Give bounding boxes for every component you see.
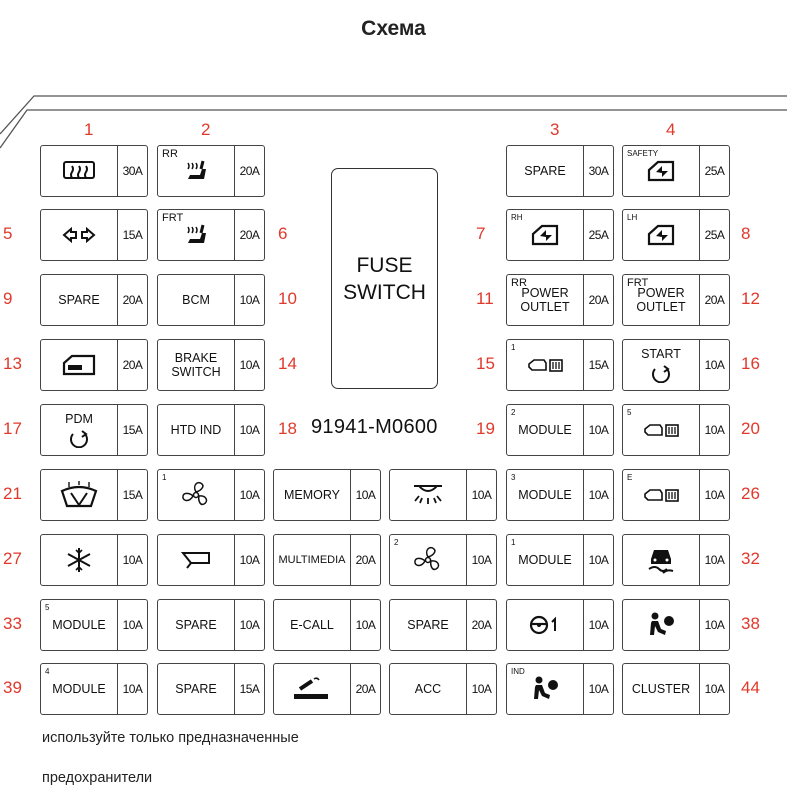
fuse-superscript: 3 bbox=[511, 473, 516, 482]
fuse-label: BCM bbox=[182, 293, 210, 307]
engine-control-icon bbox=[526, 356, 564, 374]
fuse-amperage: 10A bbox=[355, 488, 376, 502]
power-window-icon bbox=[530, 224, 560, 246]
fuse-label: CLUSTER bbox=[631, 682, 691, 696]
fuse-switch[interactable] bbox=[331, 168, 438, 389]
fuse-body bbox=[41, 664, 117, 714]
fuse-slot[interactable] bbox=[389, 534, 497, 586]
fuse-slot[interactable] bbox=[622, 469, 730, 521]
fuse-number: 15 bbox=[476, 354, 495, 373]
fuse-switch-label-2: SWITCH bbox=[343, 280, 426, 304]
power-window-icon bbox=[646, 160, 676, 182]
fuse-superscript: 1 bbox=[162, 473, 167, 482]
fuse-amperage: 30A bbox=[588, 164, 609, 178]
fuse-label: MEMORY bbox=[283, 488, 341, 502]
rear-defroster-icon bbox=[62, 159, 96, 183]
fuse-superscript: RR bbox=[162, 148, 178, 160]
fuse-slot[interactable] bbox=[157, 404, 265, 456]
fuse-body bbox=[623, 275, 699, 325]
fuse-slot[interactable] bbox=[40, 339, 148, 391]
part-number: 91941-M0600 bbox=[311, 416, 438, 438]
fuse-number: 6 bbox=[278, 224, 288, 243]
fuse-number: 27 bbox=[3, 549, 22, 568]
fuse-body bbox=[41, 210, 117, 260]
fuse-body bbox=[390, 470, 466, 520]
fuse-amperage: 25A bbox=[704, 164, 725, 178]
fuse-body bbox=[158, 405, 234, 455]
fuse-body bbox=[41, 600, 117, 650]
fuse-body bbox=[623, 470, 699, 520]
fuse-label: MULTIMEDIA bbox=[278, 554, 346, 566]
fuse-slot[interactable] bbox=[157, 209, 265, 261]
fuse-slot[interactable] bbox=[40, 145, 148, 197]
fuse-body bbox=[158, 275, 234, 325]
fuse-slot[interactable] bbox=[40, 599, 148, 651]
fuse-amperage: 10A bbox=[239, 553, 260, 567]
fuse-body bbox=[390, 535, 466, 585]
fuse-slot[interactable] bbox=[40, 274, 148, 326]
fuse-amperage: 20A bbox=[355, 553, 376, 567]
fuse-number: 1 bbox=[84, 120, 94, 139]
fuse-body bbox=[623, 210, 699, 260]
fuse-body bbox=[507, 146, 583, 196]
fuse-slot[interactable] bbox=[622, 339, 730, 391]
seat-heater-icon bbox=[182, 159, 210, 183]
fuse-superscript: 5 bbox=[45, 603, 50, 612]
fuse-slot[interactable] bbox=[157, 339, 265, 391]
note-line-2: предохранители bbox=[42, 770, 153, 786]
fuse-superscript: FRT bbox=[162, 212, 184, 224]
fuse-amperage: 10A bbox=[588, 682, 609, 696]
fuse-label: PDM bbox=[65, 412, 93, 426]
fuse-amperage: 15A bbox=[122, 228, 143, 242]
fuse-slot[interactable] bbox=[506, 663, 614, 715]
fuse-body bbox=[158, 210, 234, 260]
fuse-body bbox=[390, 600, 466, 650]
fuse-amperage: 10A bbox=[588, 423, 609, 437]
fuse-amperage: 10A bbox=[122, 682, 143, 696]
fuse-amperage: 20A bbox=[122, 293, 143, 307]
fuse-slot[interactable] bbox=[506, 599, 614, 651]
fuse-body bbox=[507, 600, 583, 650]
fuse-slot[interactable] bbox=[273, 599, 381, 651]
fuse-label: MODULE bbox=[52, 618, 106, 632]
fuse-slot[interactable] bbox=[506, 404, 614, 456]
fuse-amperage: 10A bbox=[704, 488, 725, 502]
fuse-slot[interactable] bbox=[506, 469, 614, 521]
fuse-label: ACC bbox=[414, 682, 442, 696]
fuse-number: 11 bbox=[476, 289, 494, 308]
fuse-superscript: FRT bbox=[627, 277, 649, 289]
fuse-label: MODULE bbox=[518, 423, 572, 437]
fuse-superscript: 5 bbox=[627, 408, 632, 417]
fuse-slot[interactable] bbox=[389, 599, 497, 651]
fuse-switch-label-1: FUSE bbox=[356, 253, 413, 277]
fuse-amperage: 10A bbox=[588, 488, 609, 502]
fuse-superscript: RH bbox=[511, 213, 523, 222]
page-title: Схема bbox=[361, 17, 426, 40]
fuse-body bbox=[41, 275, 117, 325]
fuse-amperage: 15A bbox=[239, 682, 260, 696]
fuse-body bbox=[623, 340, 699, 390]
fuse-body bbox=[623, 146, 699, 196]
fuse-label: SPARE bbox=[175, 618, 217, 632]
fuse-body bbox=[623, 405, 699, 455]
fuse-body bbox=[158, 340, 234, 390]
interior-lamp-icon bbox=[408, 482, 448, 508]
fuse-slot[interactable] bbox=[157, 534, 265, 586]
fuse-superscript: E bbox=[627, 473, 633, 482]
fuse-label: SPARE bbox=[58, 293, 100, 307]
fuse-number: 38 bbox=[741, 614, 760, 633]
fuse-amperage: 20A bbox=[471, 618, 492, 632]
engine-control-icon bbox=[642, 421, 680, 439]
start-icon bbox=[65, 428, 93, 448]
fuse-amperage: 10A bbox=[588, 553, 609, 567]
fuse-label: SPARE bbox=[524, 164, 566, 178]
fuse-body bbox=[274, 664, 350, 714]
stability-control-icon bbox=[645, 545, 677, 575]
note-line-1: используйте только предназначенные bbox=[42, 730, 299, 746]
fuse-label: POWER OUTLET bbox=[636, 286, 686, 314]
fuse-slot[interactable] bbox=[157, 663, 265, 715]
fuse-number: 4 bbox=[666, 120, 676, 139]
fuse-amperage: 10A bbox=[471, 488, 492, 502]
fuse-body bbox=[507, 535, 583, 585]
fuse-superscript: 1 bbox=[511, 538, 516, 547]
fuse-number: 21 bbox=[3, 484, 22, 503]
fuse-slot[interactable] bbox=[40, 534, 148, 586]
fuse-amperage: 10A bbox=[239, 423, 260, 437]
fuse-body bbox=[507, 275, 583, 325]
fuse-amperage: 15A bbox=[588, 358, 609, 372]
fuse-superscript: 2 bbox=[511, 408, 516, 417]
airbag-icon bbox=[646, 611, 676, 639]
fuse-body bbox=[507, 664, 583, 714]
fuse-slot[interactable] bbox=[40, 209, 148, 261]
fuse-body bbox=[158, 535, 234, 585]
fuse-amperage: 10A bbox=[704, 358, 725, 372]
fuse-number: 33 bbox=[3, 614, 22, 633]
fuse-superscript: SAFETY bbox=[627, 149, 659, 158]
fuse-slot[interactable] bbox=[506, 209, 614, 261]
fuse-amperage: 10A bbox=[471, 553, 492, 567]
fuse-slot[interactable] bbox=[157, 469, 265, 521]
fuse-amperage: 15A bbox=[122, 488, 143, 502]
fuse-slot[interactable] bbox=[40, 663, 148, 715]
fuse-slot[interactable] bbox=[273, 469, 381, 521]
fuse-superscript: 2 bbox=[394, 538, 399, 547]
fuse-slot[interactable] bbox=[622, 534, 730, 586]
fuse-body bbox=[274, 535, 350, 585]
fuse-superscript: LH bbox=[627, 213, 638, 222]
fuse-label: HTD IND bbox=[170, 423, 222, 437]
fuse-slot[interactable] bbox=[273, 663, 381, 715]
fuse-slot[interactable] bbox=[157, 599, 265, 651]
fuse-number: 8 bbox=[741, 224, 751, 243]
fuse-body bbox=[158, 664, 234, 714]
fuse-number: 18 bbox=[278, 419, 297, 438]
fuse-superscript: 1 bbox=[511, 343, 516, 352]
fuse-body bbox=[41, 470, 117, 520]
fuse-body bbox=[41, 535, 117, 585]
fuse-amperage: 20A bbox=[588, 293, 609, 307]
fuse-label: POWER OUTLET bbox=[520, 286, 570, 314]
fuse-amperage: 20A bbox=[239, 228, 260, 242]
fuse-number: 19 bbox=[476, 419, 495, 438]
fuse-body bbox=[623, 664, 699, 714]
fuse-slot[interactable] bbox=[622, 404, 730, 456]
fuse-number: 32 bbox=[741, 549, 760, 568]
wiper-icon bbox=[59, 481, 99, 509]
fuse-body bbox=[41, 146, 117, 196]
blower-fan-icon bbox=[410, 544, 446, 576]
fuse-amperage: 10A bbox=[122, 618, 143, 632]
fuse-slot[interactable] bbox=[40, 404, 148, 456]
fuse-amperage: 20A bbox=[355, 682, 376, 696]
airbag-icon bbox=[530, 675, 560, 703]
fuse-number: 17 bbox=[3, 419, 22, 438]
fuse-amperage: 10A bbox=[239, 293, 260, 307]
fuse-number: 39 bbox=[3, 678, 22, 697]
fuse-body bbox=[507, 470, 583, 520]
fuse-amperage: 30A bbox=[122, 164, 143, 178]
blower-fan-icon bbox=[178, 479, 214, 511]
fuse-amperage: 10A bbox=[704, 618, 725, 632]
fuse-amperage: 25A bbox=[588, 228, 609, 242]
fuse-slot[interactable] bbox=[389, 663, 497, 715]
fuse-label: SPARE bbox=[175, 682, 217, 696]
fuse-superscript: RR bbox=[511, 277, 527, 289]
fuse-number: 16 bbox=[741, 354, 760, 373]
start-icon bbox=[641, 363, 681, 383]
fuse-body bbox=[507, 405, 583, 455]
fuse-amperage: 25A bbox=[704, 228, 725, 242]
fuse-slot[interactable] bbox=[622, 209, 730, 261]
fuse-amperage: 10A bbox=[239, 358, 260, 372]
fuse-slot[interactable] bbox=[622, 145, 730, 197]
fuse-body bbox=[507, 340, 583, 390]
fuse-slot[interactable] bbox=[622, 599, 730, 651]
fuse-amperage: 10A bbox=[239, 488, 260, 502]
fuse-slot[interactable] bbox=[157, 274, 265, 326]
fuse-slot[interactable] bbox=[506, 339, 614, 391]
fuse-amperage: 20A bbox=[122, 358, 143, 372]
fuse-label: MODULE bbox=[518, 488, 572, 502]
fuse-label: BRAKE SWITCH bbox=[171, 351, 221, 379]
fuse-body bbox=[41, 340, 117, 390]
fuse-amperage: 10A bbox=[355, 618, 376, 632]
fuse-body bbox=[274, 600, 350, 650]
fuse-number: 13 bbox=[3, 354, 22, 373]
fuse-amperage: 20A bbox=[239, 164, 260, 178]
fuse-slot[interactable] bbox=[506, 274, 614, 326]
fuse-slot[interactable] bbox=[273, 534, 381, 586]
fuse-label: START bbox=[641, 347, 681, 361]
fuse-superscript: 4 bbox=[45, 667, 50, 676]
fuse-label: E-CALL bbox=[290, 618, 334, 632]
fuse-amperage: 10A bbox=[471, 682, 492, 696]
fuse-amperage: 10A bbox=[122, 553, 143, 567]
fuse-number: 10 bbox=[278, 289, 297, 308]
fuse-number: 26 bbox=[741, 484, 760, 503]
fuse-body bbox=[274, 470, 350, 520]
fuse-slot[interactable] bbox=[40, 469, 148, 521]
cigar-lighter-icon bbox=[290, 675, 334, 703]
fuse-number: 20 bbox=[741, 419, 760, 438]
air-conditioner-icon bbox=[66, 547, 92, 573]
fuse-number: 9 bbox=[3, 289, 13, 308]
fuse-amperage: 10A bbox=[704, 682, 725, 696]
fuse-slot[interactable] bbox=[622, 663, 730, 715]
fuse-body bbox=[41, 405, 117, 455]
fuse-number: 7 bbox=[476, 224, 486, 243]
fuse-body bbox=[623, 535, 699, 585]
turn-signal-icon bbox=[62, 227, 96, 243]
fuse-number: 44 bbox=[741, 678, 760, 697]
fuse-body bbox=[390, 664, 466, 714]
engine-control-icon bbox=[642, 486, 680, 504]
fuse-body bbox=[158, 146, 234, 196]
steering-wheel-icon bbox=[525, 615, 565, 635]
fuse-body bbox=[158, 470, 234, 520]
fuse-body bbox=[158, 600, 234, 650]
fuse-amperage: 20A bbox=[704, 293, 725, 307]
fuse-body bbox=[507, 210, 583, 260]
fuse-label: SPARE bbox=[407, 618, 449, 632]
fuse-number: 2 bbox=[201, 120, 211, 139]
fuse-number: 3 bbox=[550, 120, 560, 139]
power-window-icon bbox=[646, 224, 676, 246]
fuse-slot[interactable] bbox=[506, 145, 614, 197]
fuse-body bbox=[623, 600, 699, 650]
fuse-amperage: 10A bbox=[704, 553, 725, 567]
fuse-amperage: 10A bbox=[704, 423, 725, 437]
fuse-superscript: IND bbox=[511, 667, 525, 676]
fuse-amperage: 10A bbox=[588, 618, 609, 632]
fuse-slot[interactable] bbox=[157, 145, 265, 197]
fuse-label: MODULE bbox=[518, 553, 572, 567]
fuse-slot[interactable] bbox=[506, 534, 614, 586]
fuse-label: MODULE bbox=[52, 682, 106, 696]
fuse-amperage: 15A bbox=[122, 423, 143, 437]
fuse-slot[interactable] bbox=[622, 274, 730, 326]
door-lock-icon bbox=[61, 354, 97, 376]
fuse-amperage: 10A bbox=[239, 618, 260, 632]
seat-heater-icon bbox=[182, 223, 210, 247]
fuse-number: 12 bbox=[741, 289, 760, 308]
mirror-icon bbox=[179, 550, 213, 570]
fuse-number: 5 bbox=[3, 224, 13, 243]
fuse-number: 14 bbox=[278, 354, 297, 373]
fuse-slot[interactable] bbox=[389, 469, 497, 521]
